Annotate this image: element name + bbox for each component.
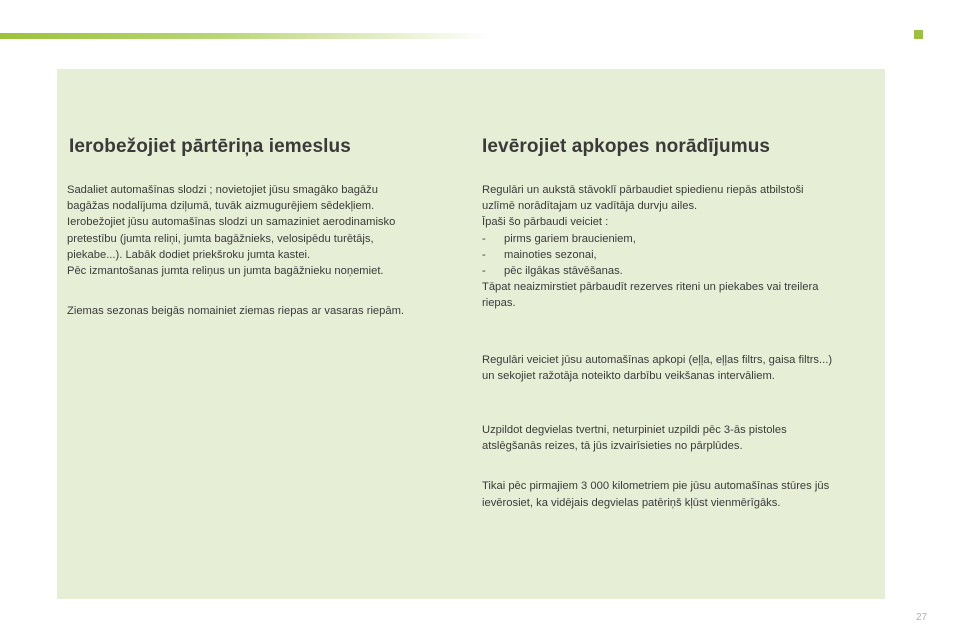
text-line: Pēc izmantošanas jumta reliņus un jumta bagāžnieku noņemiet. [67, 265, 384, 278]
text-line: Tikai pēc pirmajiem 3 000 kilometriem pie jūsu automašīnas stūres jūs [482, 480, 830, 493]
text-line: Ierobežojiet jūsu automašīnas slodzi un samaziniet aerodinamisko [67, 216, 396, 229]
text-line: un sekojiet ražotāja noteikto darbību veikšanas intervāliem. [482, 369, 775, 382]
corner-marker [914, 30, 923, 39]
bullet-text: mainoties sezonai, [504, 248, 597, 261]
text-line: Īpaši šo pārbaudi veiciet : [482, 216, 609, 229]
right-paragraph-2 [482, 352, 877, 384]
text-line: ievērosiet, ka vidējais degvielas patēriņš kļūst vienmērīgāks. [482, 496, 781, 509]
list-item [482, 263, 877, 279]
list-item [482, 247, 877, 263]
text-line: Uzpildot degvielas tvertni, neturpiniet uzpildi pēc 3-ās pistoles [482, 424, 787, 437]
bullet-text: pēc ilgākas stāvēšanas. [504, 265, 623, 278]
text-line: uzlīmē norādītajam uz vadītāja durvju ailes. [482, 200, 698, 213]
list-item [482, 231, 877, 247]
left-column [67, 136, 457, 319]
page-number: 27 [916, 612, 928, 623]
text-line: Sadaliet automašīnas slodzi ; novietojiet jūsu smagāko bagāžu [67, 184, 378, 196]
left-paragraph-2: Ziemas sezonas beigās nomainiet ziemas riepas ar vasaras riepām. [67, 305, 405, 318]
left-paragraph-1 [67, 182, 457, 279]
right-column [482, 136, 877, 511]
text-line: Regulāri veiciet jūsu automašīnas apkopi (eļļa, eļļas filtrs, gaisa filtrs...) [482, 353, 833, 366]
left-heading: Ierobežojiet pārtēriņa iemeslus [69, 136, 351, 157]
right-paragraph-3 [482, 422, 877, 454]
right-heading: Ievērojiet apkopes norādījumus [482, 136, 771, 157]
text-line: piekabe...). Labāk dodiet priekšroku jumta kastei. [67, 248, 311, 261]
text-line: Regulāri un aukstā stāvoklī pārbaudiet spiedienu riepās atbilstoši [482, 184, 804, 196]
text-line: Tāpat neaizmirstiet pārbaudīt rezerves riteni un piekabes vai treilera [482, 281, 819, 294]
bullet-dash: - [482, 232, 486, 245]
right-paragraph-4 [482, 478, 877, 510]
top-accent-bar [0, 33, 490, 39]
text-line: atslēgšanās reizes, tā jūs izvairīsieties no pārplūdes. [482, 440, 743, 453]
text-line: pretestību (jumta reliņi, jumta bagāžnieks, velosipēdu turētājs, [67, 232, 374, 245]
bullet-dash: - [482, 265, 486, 278]
bullet-dash: - [482, 248, 486, 261]
bullet-text: pirms gariem braucieniem, [504, 232, 636, 245]
text-line: riepas. [482, 297, 516, 310]
text-line: bagāžas nodalījuma dziļumā, tuvāk aizmugurējiem sēdekļiem. [67, 200, 375, 213]
right-paragraph-1 [482, 182, 877, 312]
